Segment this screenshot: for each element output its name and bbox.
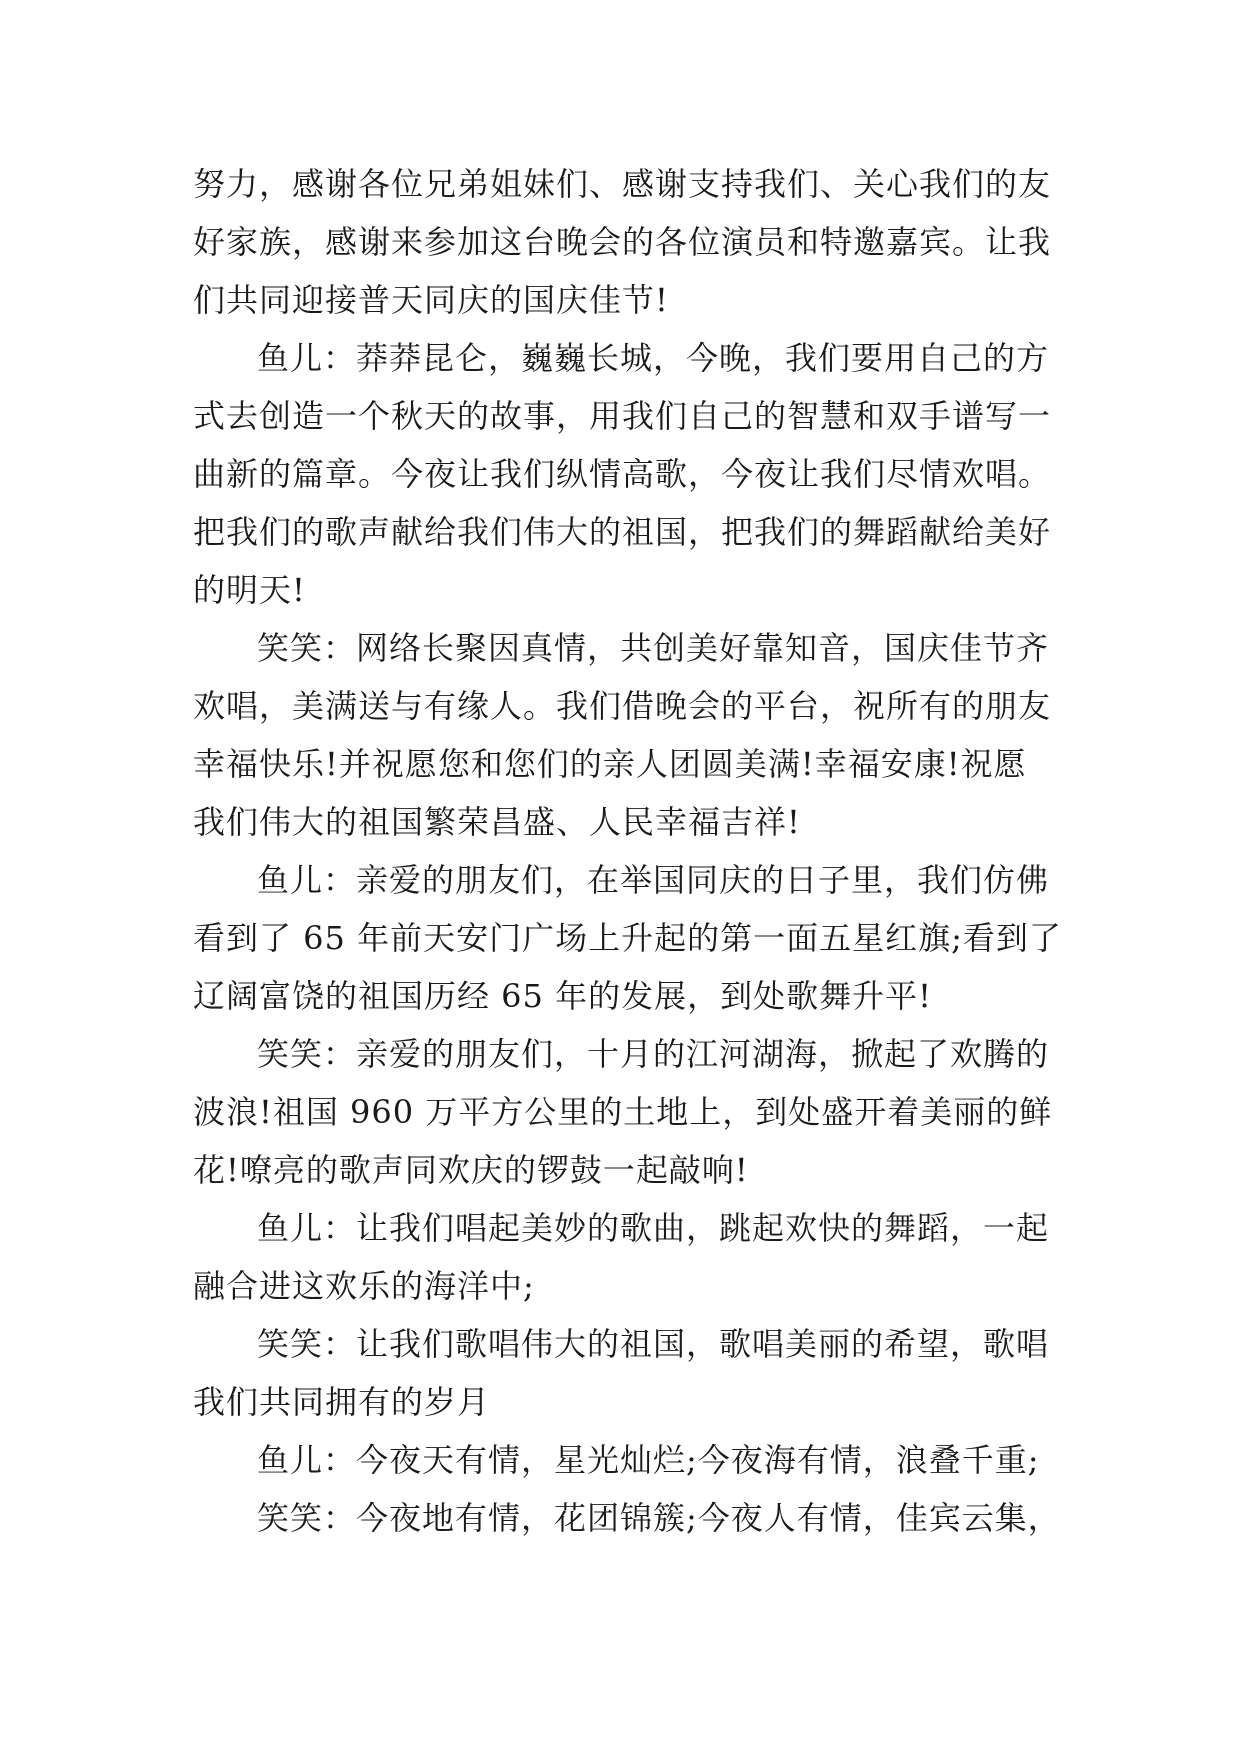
text-line: 融合进这欢乐的海洋中; [193, 1267, 535, 1305]
text-line: 我们伟大的祖国繁荣昌盛、人民幸福吉祥! [193, 803, 801, 841]
document-body [193, 155, 1062, 1547]
text-line: 笑笑：亲爱的朋友们，十月的江河湖海，掀起了欢腾的 [257, 1035, 1050, 1073]
text-line: 式去创造一个秋天的故事，用我们自己的智慧和双手谱写一 [193, 397, 1052, 435]
text-line: 把我们的歌声献给我们伟大的祖国，把我们的舞蹈献给美好 [193, 513, 1052, 551]
text-line: 好家族，感谢来参加这台晚会的各位演员和特邀嘉宾。让我 [193, 223, 1052, 261]
text-line: 鱼儿：今夜天有情，星光灿烂;今夜海有情，浪叠千重; [257, 1441, 1040, 1479]
text-line: 努力，感谢各位兄弟姐妹们、感谢支持我们、关心我们的友 [193, 165, 1052, 203]
text-line: 的明天! [193, 571, 306, 609]
text-line: 鱼儿：亲爱的朋友们，在举国同庆的日子里，我们仿佛 [257, 861, 1050, 899]
text-line: 们共同迎接普天同庆的国庆佳节! [193, 281, 669, 319]
text-line: 看到了 65 年前天安门广场上升起的第一面五星红旗;看到了 [193, 919, 1062, 957]
text-line: 波浪!祖国 960 万平方公里的土地上，到处盛开着美丽的鲜 [193, 1093, 1053, 1131]
text-line: 曲新的篇章。今夜让我们纵情高歌，今夜让我们尽情欢唱。 [193, 455, 1052, 493]
text-line: 花!嘹亮的歌声同欢庆的锣鼓一起敲响! [193, 1151, 749, 1189]
text-line: 笑笑：网络长聚因真情，共创美好靠知音，国庆佳节齐 [257, 629, 1050, 667]
text-line: 笑笑：今夜地有情，花团锦簇;今夜人有情，佳宾云集， [257, 1499, 1061, 1537]
text-line: 辽阔富饶的祖国历经 65 年的发展，到处歌舞升平! [193, 977, 932, 1015]
text-line: 鱼儿：让我们唱起美妙的歌曲，跳起欢快的舞蹈，一起 [257, 1209, 1050, 1247]
text-line: 幸福快乐!并祝愿您和您们的亲人团圆美满!幸福安康!祝愿 [193, 745, 1027, 783]
text-line: 鱼儿：莽莽昆仑，巍巍长城，今晚，我们要用自己的方 [257, 339, 1050, 377]
text-line: 我们共同拥有的岁月 [193, 1383, 491, 1421]
text-line: 欢唱，美满送与有缘人。我们借晚会的平台，祝所有的朋友 [193, 687, 1052, 725]
text-line: 笑笑：让我们歌唱伟大的祖国，歌唱美丽的希望，歌唱 [257, 1325, 1050, 1363]
